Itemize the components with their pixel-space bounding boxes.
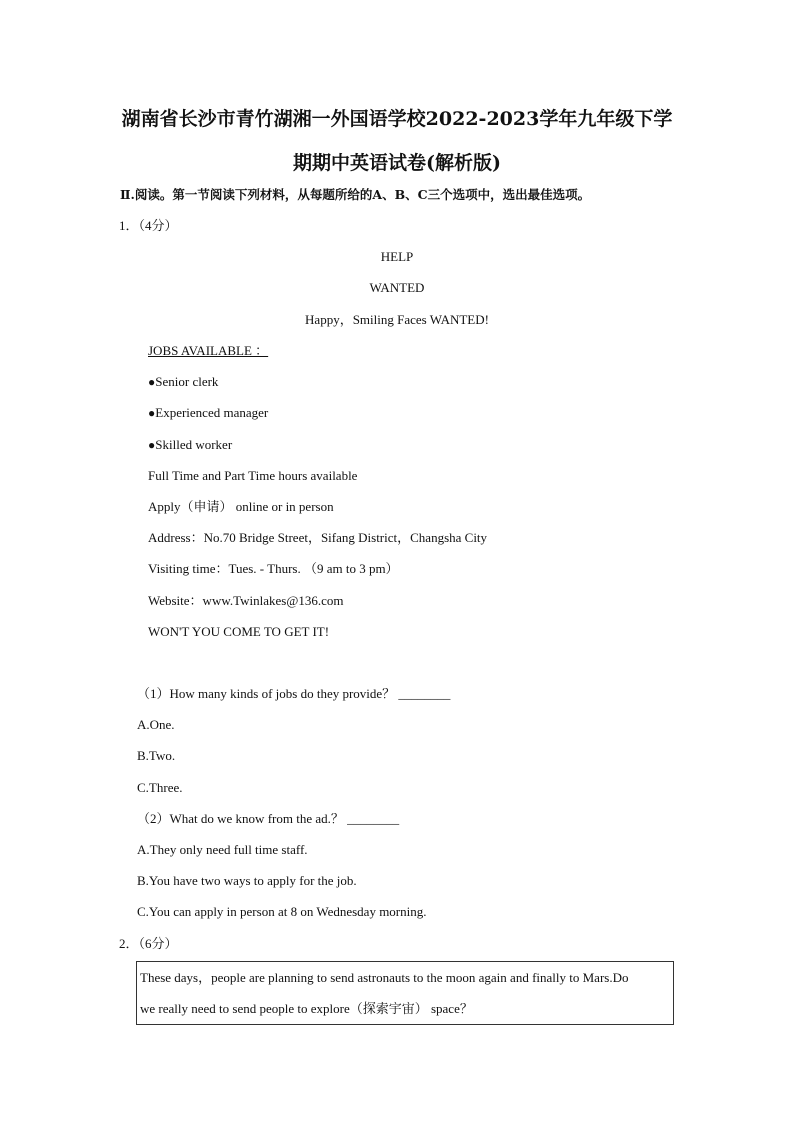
ad-hours: Full Time and Part Time hours available [148, 468, 358, 483]
page-title-line-1: 湖南省长沙市青竹湖湘一外国语学校2022-2023学年九年级下学 [121, 108, 673, 130]
question-2-label: 2．（6分） [119, 936, 178, 951]
ad-job-label: Skilled worker [155, 437, 233, 452]
question-1-label: 1．（4分） [119, 218, 178, 233]
ad-address: Address：No.70 Bridge Street，Sifang District，Changsha City [148, 530, 488, 545]
sub-question-1: （1）How many kinds of jobs do they provide？ ________ [137, 686, 451, 701]
ad-tagline: Happy，Smiling Faces WANTED! [305, 312, 489, 327]
option-b[interactable]: B.You have two ways to apply for the job. [137, 873, 357, 888]
ad-job-label: Experienced manager [155, 405, 269, 420]
ad-job-item [148, 436, 232, 454]
ad-wanted: WANTED [369, 280, 425, 295]
passage-box [136, 961, 674, 1025]
ad-jobs-heading: JOBS AVAILABLE ： [148, 343, 269, 358]
ad-help: HELP [380, 249, 414, 264]
sub-question-2: （2）What do we know from the ad.？ ________ [137, 811, 400, 826]
option-c[interactable]: C.Three. [137, 780, 183, 795]
section-heading: Ⅱ.阅读。第一节阅读下列材料，从每题所给的A、B、C三个选项中，选出最佳选项。 [120, 187, 591, 202]
option-a[interactable]: A.One. [137, 717, 175, 732]
passage-line: These days，people are planning to send astronauts to the moon again and finally to Mars.Do [140, 970, 629, 985]
ad-visiting-time: Visiting time：Tues. - Thurs. （9 am to 3 pm） [148, 561, 399, 576]
ad-job-label: Senior clerk [155, 374, 219, 389]
passage-line: we really need to send people to explore（探索宇宙） space？ [140, 1001, 473, 1016]
ad-apply: Apply（申请） online or in person [148, 499, 334, 514]
page-title-line-2: 期期中英语试卷(解析版) [293, 152, 501, 174]
ad-job-item [148, 373, 218, 391]
ad-closing: WON'T YOU COME TO GET IT! [148, 624, 330, 639]
option-b[interactable]: B.Two. [137, 748, 176, 763]
option-c[interactable]: C.You can apply in person at 8 on Wednesday morning. [137, 904, 427, 919]
ad-job-item [148, 404, 268, 422]
ad-website: Website：www.Twinlakes@136.com [148, 593, 344, 608]
option-a[interactable]: A.They only need full time staff. [137, 842, 308, 857]
